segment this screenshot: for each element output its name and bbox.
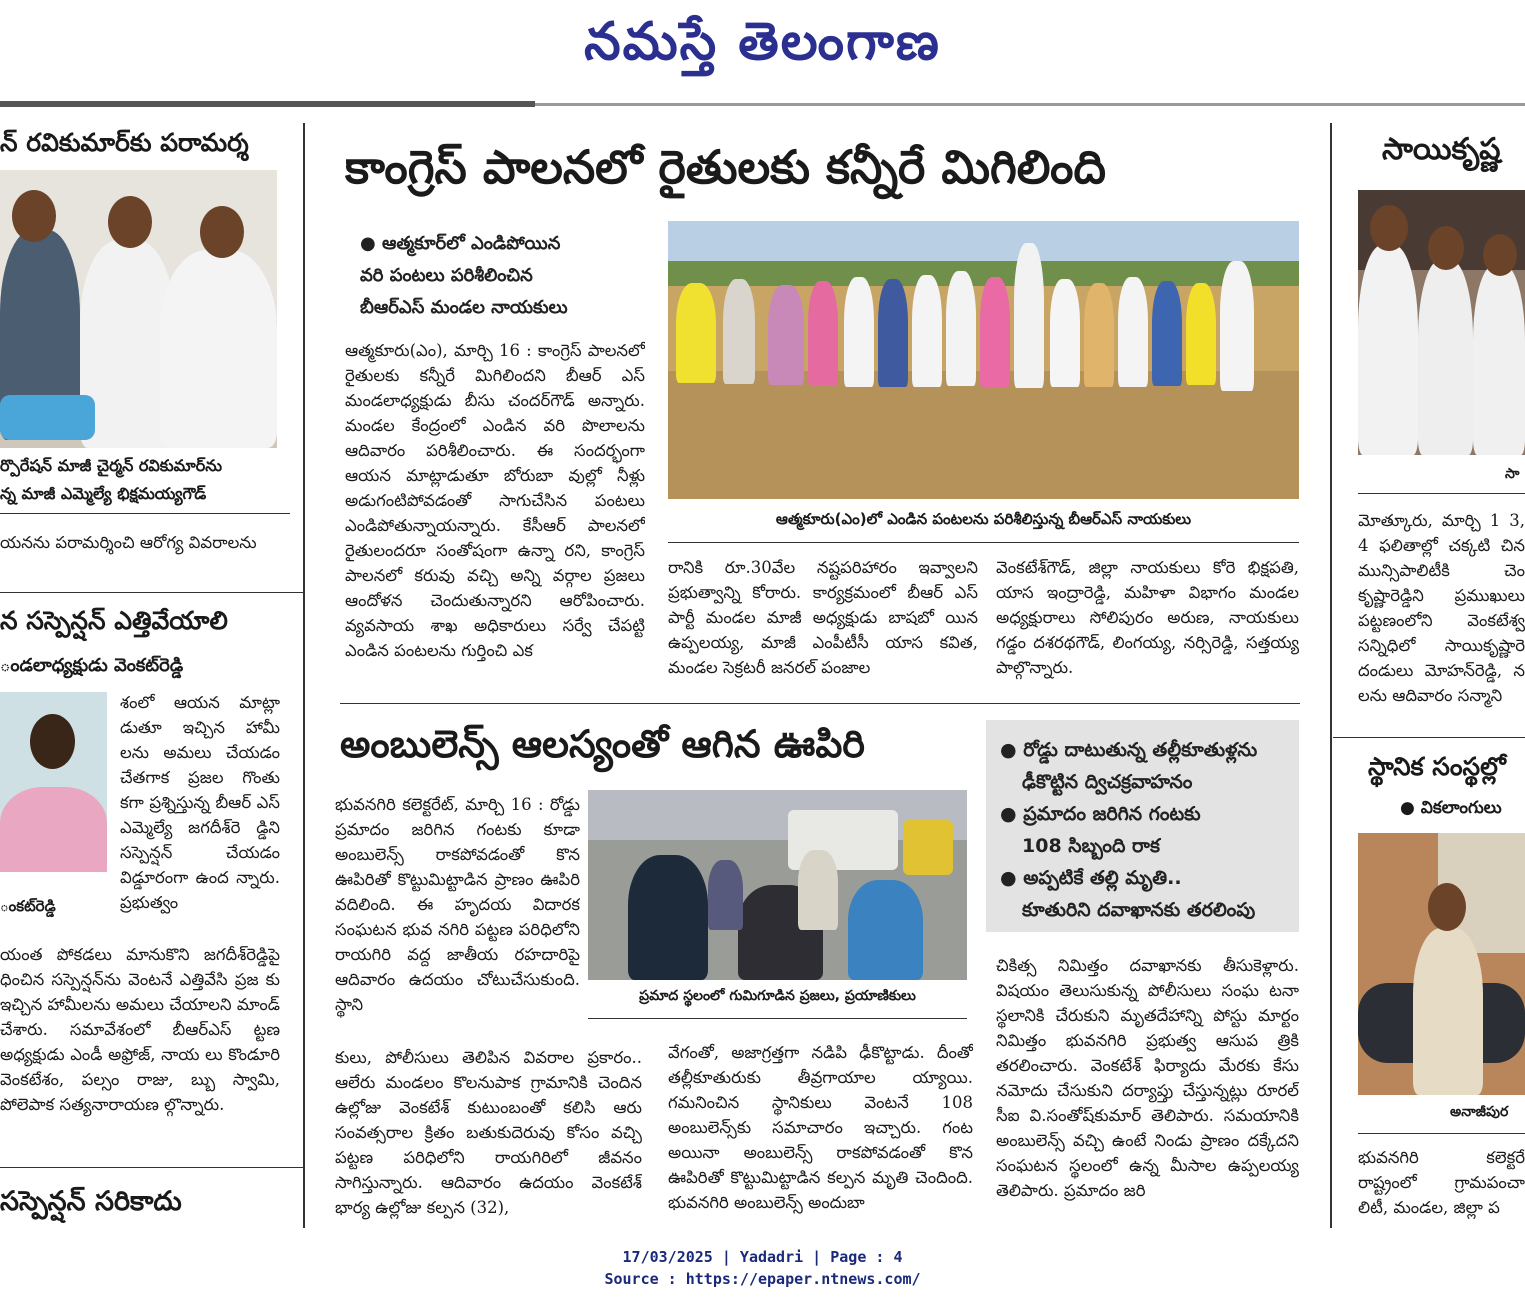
column-divider-right [1330,123,1332,1228]
footer-date-line: 17/03/2025 | Yadadri | Page : 4 [622,1248,903,1266]
left-story3-headline: సస్పెన్షన్ సరికాదు [0,1186,182,1217]
ambulance-story-body-col1-bottom: కులు, పోలీసులు తెలిపిన వివరాల ప్రకారం.. ఆలేరు మండలం కొలనుపాక గ్రామానికి చెందిన ఉల్లోజు వెంకటేశ్ కుటుంబంతో కలిసి ఆరు సంవత్సరాల క్రితం బతుకుదెరువు కోసం వచ్చి పట్టణ పరిధిలోని రాయగిరిలో జీవనం సాగిస్తున్నారు. ఆదివారం ఉదయం వెంకటేశ్ భార్య ఉల్లోజు కల్పన (32), [335,1048,642,1217]
right-story1-headline: సాయికృష్ణ [1382,132,1501,167]
main-story-headline: కాంగ్రెస్ పాలనలో రైతులకు కన్నీరే మిగిలింది [345,140,1106,194]
main-story-bullets [360,228,650,324]
left-story2-subhead: ండలాధ్యక్షుడు వెంకట్‌రెడ్డి [0,655,184,676]
main-story-body-col1: ఆత్మకూరు(ఎం), మార్చి 16 : కాంగ్రెస్ పాలనలో రైతులకు కన్నీరే మిగిలిందని బీఆర్ ఎస్ మండలాధ్యక్షుడు బీసు చందర్‌గౌడ్ అన్నారు. మండల కేంద్రంలో ఎండిన వరి పొలాలను ఆదివారం పరిశీలించారు. ఈ సందర్భంగా ఆయన మాట్లాడుతూ బోరుబా వుల్లో నీళ్లు అడుగంటిపోవడంతో సాగుచేసిన పంటలు ఎండిపోతున్నాయన్నారు. కేసీఆర్ పాలనలో రైతులందరూ సంతోషంగా ఉన్నా రని, కాంగ్రెస్ పాలనలో కరువు వచ్చి అన్ని వర్గాల ప్రజలు ఆందోళన చెందుతున్నారని ఆరోపించారు. వ్యవసాయ శాఖ అధికారులు సర్వే చేపట్టి ఎండిన పంటలను గుర్తించి ఎక [345,341,645,660]
main-bullet-1: ● ఆత్మకూర్‌లో ఎండిపోయిన [360,233,561,254]
right-story1-photo [1358,190,1525,455]
main-caption-rule [668,542,1299,543]
masthead [0,0,1525,95]
left-story1-caption-line1: ర్పొరేషన్ మాజీ చైర్మన్ రవికుమార్‌ను [0,456,222,475]
left-story1-body: యనను పరామర్శించి ఆరోగ్య వివరాలను [0,533,257,552]
main-story-body-col3: వెంకటేశ్‌గౌడ్, జిల్లా నాయకులు కోరె భిక్షపతి, యాస ఇంద్రారెడ్డి, మహిళా విభాగం మండల అధ్యక్షురాలు సోలిపురం అరుణ, నాయకులు గడ్డం దశరథగౌడ్, లింగయ్య, నర్సిరెడ్డి, సత్తయ్య పాల్గొన్నారు. [996,558,1299,677]
right-story2-bullet: ● వికలాంగులు [1400,798,1502,818]
left-story1-caption-line2: న్న మాజీ ఎమ్మెల్యే భిక్షమయ్యగౌడ్ [0,484,207,503]
right-story1-body: మోత్కూరు, మార్చి 1 3, 4 ఫలితాల్లో చక్కటి చిన మున్సిపాలిటీకి చెం కృష్ణారెడ్డిని ప్రముఖులు పట్టణంలోని వెంకటేశ్వ సన్నిధిలో సాయికృష్ణారె దండులు మోహన్‌రెడ్డి, న లను ఆదివారం సన్మాని [1358,511,1525,705]
right-story2-headline: స్థానిక సంస్థల్లో [1368,752,1506,781]
masthead-logo: నమస్తే తెలంగాణ [584,12,941,72]
main-bullet-2: వరి పంటలు పరిశీలించిన [360,265,533,286]
left-story1-headline: న్ రవికుమార్‌కు పరామర్శ [0,128,249,157]
ambulance-story-body-col2: వేగంతో, అజాగ్రత్తగా నడిపి ఢీకొట్టాడు. దీంతో తల్లీకూతురుకు తీవ్రగాయాల య్యాయి. గమనించిన స్థానికులు వెంటనే 108 అంబులెన్స్‌కు సమాచారం ఇచ్చారు. గంట అయినా అంబులెన్స్ రాకపోవడంతో కొన ఊపిరితో కొట్టుమిట్టాడిన కల్పన మృతి చెందింది. భువనగిరి అంబులెన్స్ అందుబా [668,1043,973,1212]
left-story2-photo [0,692,107,872]
ambulance-story-headline: అంబులెన్స్ ఆలస్యంతో ఆగిన ఊపిరి [340,722,865,766]
ambulance-bullet-3: ● అప్పటికే తల్లి మృతి.. [1000,867,1182,889]
ambulance-caption-rule [588,1018,967,1019]
right-story1-photo-caption: సా [1505,466,1520,482]
masthead-rule-thick [0,101,535,107]
ambulance-story-bullets-box [986,720,1299,932]
left-story2-headline: న సస్పెన్షన్ ఎత్తివేయాలి [0,606,228,635]
ambulance-story-photo-caption: ప్రమాద స్థలంలో గుమిగూడిన ప్రజలు, ప్రయాణికులు [639,988,916,1004]
main-story-photo [668,221,1299,499]
main-story-separator [340,703,1300,704]
right-story2-body: భువనగిరి కలెక్టరే రాష్ట్రంలో గ్రామపంచా లిటీ, మండల, జిల్లా ప [1358,1148,1525,1217]
left-story2-body-bottom: యంత పోకడలు మానుకొని జగదీశ్‌రెడ్డిపై ధించిన సస్పెన్షన్‌ను వెంటనే ఎత్తివేసి ప్రజ కు ఇచ్చిన హామీలను అమలు చేయాలని మాండ్ చేశారు. సమావేశంలో బీఆర్‌ఎస్ ట్టణ అధ్యక్షుడు ఎండీ అఫ్రోజ్, నాయ లు కొండూరి వెంకటేశం, పల్సం రాజు, బ్బు స్వామి, పోలెపాక సత్యనారాయణ ల్గొన్నారు. [0,945,280,1114]
ambulance-story-photo [588,790,967,980]
left-story2-body-right: శంలో ఆయన మాట్లా డుతూ ఇచ్చిన హామీ లను అమలు చేయడం చేతగాక ప్రజల గొంతు కగా ప్రశ్నిస్తున్న బీఆర్ ఎస్ ఎమ్మెల్యే జగదీశ్‌రె డ్డిని సస్పెన్షన్ చేయడం విడ్డూరంగా ఉంద న్నారు. ప్రభుత్వం [120,693,280,912]
left-story-separator-2 [0,1167,303,1168]
left-caption-rule [0,513,290,514]
masthead-rule-thin [535,103,1525,106]
right-story-separator [1333,737,1525,738]
right-caption-rule-2 [1358,1133,1525,1134]
ambulance-story-body-col3: చికిత్స నిమిత్తం దవాఖానకు తీసుకెళ్లారు. విషయం తెలుసుకున్న పోలీసులు సంఘ టనా స్థలానికి చేరుకుని మృతదేహాన్ని పోస్టు మార్టం నిమిత్తం భువనగిరి ప్రభుత్వ ఆసుప త్రికి తరలించారు. వెంకటేశ్ ఫిర్యాదు మేరకు కేసు నమోదు చేసుకుని దర్యాప్తు చేస్తున్నట్లు రూరల్ సీఐ వి.సంతోష్‌కుమార్ తెలిపారు. సమయానికి అంబులెన్స్ వచ్చి ఉంటే నిండు ప్రాణం దక్కేదని సంఘటన స్థలంలో ఉన్న మీసాల ఉప్పలయ్య తెలిపారు. ప్రమాదం జరి [996,956,1299,1200]
ambulance-bullet-2: ● ప్రమాదం జరిగిన గంటకు [1000,803,1201,825]
right-caption-rule [1358,493,1525,494]
right-story2-photo [1358,833,1525,1095]
left-story1-photo [0,170,277,448]
footer-source-line: Source : https://epaper.ntnews.com/ [604,1270,921,1288]
left-story2-photo-caption: ంకట్‌రెడ్డి [0,897,56,915]
ambulance-bullet-1: ● రోడ్డు దాటుతున్న తల్లీకూతుళ్లను [1000,739,1258,761]
ambulance-bullet-2b: 108 సిబ్బంది రాక [1022,835,1160,857]
ambulance-bullet-3b: కూతురిని దవాఖానకు తరలింపు [1022,899,1256,921]
left-story-separator-1 [0,592,303,593]
main-bullet-3: బీఆర్‌ఎస్ మండల నాయకులు [360,297,568,318]
column-divider-left [303,123,305,1228]
ambulance-bullet-1b: ఢీకొట్టిన ద్విచక్రవాహనం [1022,771,1193,793]
right-story2-photo-caption: అనాజీపుర [1450,1104,1509,1120]
main-story-body-col2: రానికి రూ.30వేల నష్టపరిహారం ఇవ్వాలని ప్రభుత్వాన్ని కోరారు. కార్యక్రమంలో బీఆర్ ఎస్ పార్టీ మండల మాజీ అధ్యక్షుడు బాషబో యిన ఉప్పలయ్య, మాజీ ఎంపీటీసీ యాస కవిత, మండల సెక్రటరీ జనరల్ పంజాల [668,558,978,677]
ambulance-story-body-col1-top: భువనగిరి కలెక్టరేట్, మార్చి 16 : రోడ్డు ప్రమాదం జరిగిన గంటకు కూడా అంబులెన్స్ రాకపోవడంతో కొన ఊపిరితో కొట్టుమిట్టాడిన ప్రాణం ఊపిరి వదిలింది. ఈ హృదయ విదారక సంఘటన భువ నగిరి పట్టణ పరిధిలోని రాయగిరి వద్ద జాతీయ రహదారిపై ఆదివారం ఉదయం చోటుచేసుకుంది. స్థాని [335,795,580,1014]
main-story-photo-caption: ఆత్మకూరు(ఎం)లో ఎండిన పంటలను పరిశీలిస్తున్న బీఆర్‌ఎస్ నాయకులు [775,510,1192,528]
